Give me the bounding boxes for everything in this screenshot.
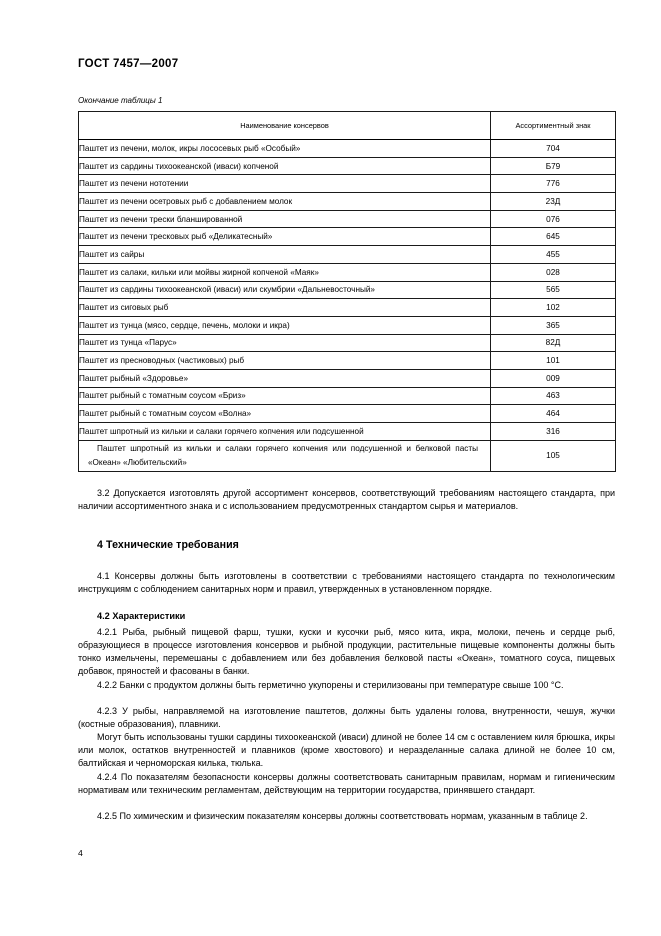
paragraph-4-2-3b: Могут быть использованы тушки сардины тихоокеанской (иваси) длиной не более 14 см с оставлением киля брюшка, икры или молок, остатков внутренностей и плавников (кроме хвостового) и неразделанные салака длиной не более 10 см, балтийская и черноморская килька, тюлька.: [78, 732, 615, 769]
cell-assortment-mark: 101: [491, 352, 616, 370]
cell-product-name: Паштет из пресноводных (частиковых) рыб: [79, 352, 491, 370]
cell-product-name: Паштет из печени тресковых рыб «Деликатесный»: [79, 228, 491, 246]
cell-assortment-mark: 645: [491, 228, 616, 246]
cell-assortment-mark: 23Д: [491, 193, 616, 211]
table-row: [79, 369, 616, 387]
table-row: [79, 210, 616, 228]
cell-product-name: Паштет из сардины тихоокеанской (иваси) копченой: [79, 157, 491, 175]
table-row: [79, 175, 616, 193]
table-caption: Окончание таблицы 1: [78, 96, 163, 105]
paragraph-4-1: 4.1 Консервы должны быть изготовлены в соответствии с требованиями настоящего стандарта по технологическим инструкциям с соблюдением санитарных норм и правил, утвержденных в установленном порядке.: [78, 571, 615, 595]
cell-assortment-mark: 704: [491, 140, 616, 158]
table-row: [79, 334, 616, 352]
cell-product-name: Паштет рыбный с томатным соусом «Бриз»: [79, 387, 491, 405]
cell-assortment-mark: 464: [491, 405, 616, 423]
table-row: [79, 193, 616, 211]
paragraph-4-2-5: 4.2.5 По химическим и физическим показателям консервы должны соответствовать нормам, указанным в таблице 2.: [97, 811, 588, 821]
table-row: [79, 440, 616, 471]
cell-product-name: Паштет из сардины тихоокеанской (иваси) или скумбрии «Дальневосточный»: [79, 281, 491, 299]
table-row: [79, 352, 616, 370]
standard-number-header: ГОСТ 7457—2007: [78, 58, 179, 70]
assortment-table-wrapper: [78, 111, 615, 472]
cell-product-name: Паштет из печени, молок, икры лососевых рыб «Особый»: [79, 140, 491, 158]
table-head: [79, 112, 616, 140]
table-row: [79, 423, 616, 441]
cell-product-name: Паштет из печени нототении: [79, 175, 491, 193]
table-body: [79, 140, 616, 472]
table-row: [79, 228, 616, 246]
table-row: [79, 157, 616, 175]
cell-product-name: Паштет шпротный из кильки и салаки горячего копчения или подсушенной: [79, 423, 491, 441]
cell-product-name: Паштет рыбный с томатным соусом «Волна»: [79, 405, 491, 423]
table-row: [79, 246, 616, 264]
cell-assortment-mark: 316: [491, 423, 616, 441]
cell-assortment-mark: 009: [491, 369, 616, 387]
paragraph-4-2-1: 4.2.1 Рыба, рыбный пищевой фарш, тушки, куски и кусочки рыб, мясо кита, икра, молоки, печень и сердце рыб, образующиеся в процессе изготовления консервов и рыбной продукции, растительные пищевые компоненты должны быть тонко измельчены, перемешаны с добавлением или без добавления белковой пасты «Океан», томатного соуса, пищевых добавок, пряностей и фасованы в банки.: [78, 627, 615, 677]
table-row: [79, 263, 616, 281]
cell-product-name: Паштет из тунца «Парус»: [79, 334, 491, 352]
cell-assortment-mark: 455: [491, 246, 616, 264]
cell-assortment-mark: 82Д: [491, 334, 616, 352]
cell-assortment-mark: Б79: [491, 157, 616, 175]
cell-assortment-mark: 105: [491, 440, 616, 471]
cell-assortment-mark: 776: [491, 175, 616, 193]
column-header-mark: Ассортиментный знак: [491, 112, 616, 140]
cell-product-name: Паштет из печени осетровых рыб с добавлением молок: [79, 193, 491, 211]
cell-product-name: [79, 440, 491, 471]
table-row: [79, 405, 616, 423]
paragraph-3-2: 3.2 Допускается изготовлять другой ассортимент консервов, соответствующий требованиям настоящего стандарта, при наличии ассортиментного знака и с использованием предусмотренных стандартом сырья и материалов.: [78, 488, 615, 512]
table-row: [79, 281, 616, 299]
cell-product-name: Паштет рыбный «Здоровье»: [79, 369, 491, 387]
cell-assortment-mark: 565: [491, 281, 616, 299]
table-header-row: [79, 112, 616, 140]
paragraph-4-2-2: 4.2.2 Банки с продуктом должны быть герметично укупорены и стерилизованы при температуре свыше 100 °С.: [97, 680, 564, 690]
cell-assortment-mark: 463: [491, 387, 616, 405]
cell-product-name: Паштет из тунца (мясо, сердце, печень, молоки и икра): [79, 316, 491, 334]
cell-assortment-mark: 365: [491, 316, 616, 334]
cell-assortment-mark: 076: [491, 210, 616, 228]
cell-product-name: Паштет из сиговых рыб: [79, 299, 491, 317]
paragraph-4-2-3: 4.2.3 У рыбы, направляемой на изготовление паштетов, должны быть удалены голова, внутренности, чешуя, жучки (костные образования), плавники.: [78, 706, 615, 730]
section-heading-4: 4 Технические требования: [97, 539, 239, 551]
cell-product-name-text: Паштет шпротный из кильки и салаки горячего копчения или подсушенной и белковой пасты «Океан» «Любительский»: [88, 443, 478, 467]
cell-assortment-mark: 102: [491, 299, 616, 317]
cell-product-name: Паштет из печени трески бланшированной: [79, 210, 491, 228]
paragraph-4-2-4: 4.2.4 По показателям безопасности консервы должны соответствовать санитарным правилам, нормам и гигиеническим нормативам или техническим регламентам, действующим на территории государства, принявшего стандарт.: [78, 772, 615, 796]
table-row: [79, 316, 616, 334]
heading-4-2: 4.2 Характеристики: [97, 611, 186, 621]
assortment-table: [78, 111, 616, 472]
table-row: [79, 387, 616, 405]
cell-assortment-mark: 028: [491, 263, 616, 281]
column-header-name: Наименование консервов: [79, 112, 491, 140]
cell-product-name: Паштет из сайры: [79, 246, 491, 264]
page-number: 4: [78, 848, 83, 858]
table-row: [79, 140, 616, 158]
table-row: [79, 299, 616, 317]
cell-product-name: Паштет из салаки, кильки или мойвы жирной копченой «Маяк»: [79, 263, 491, 281]
